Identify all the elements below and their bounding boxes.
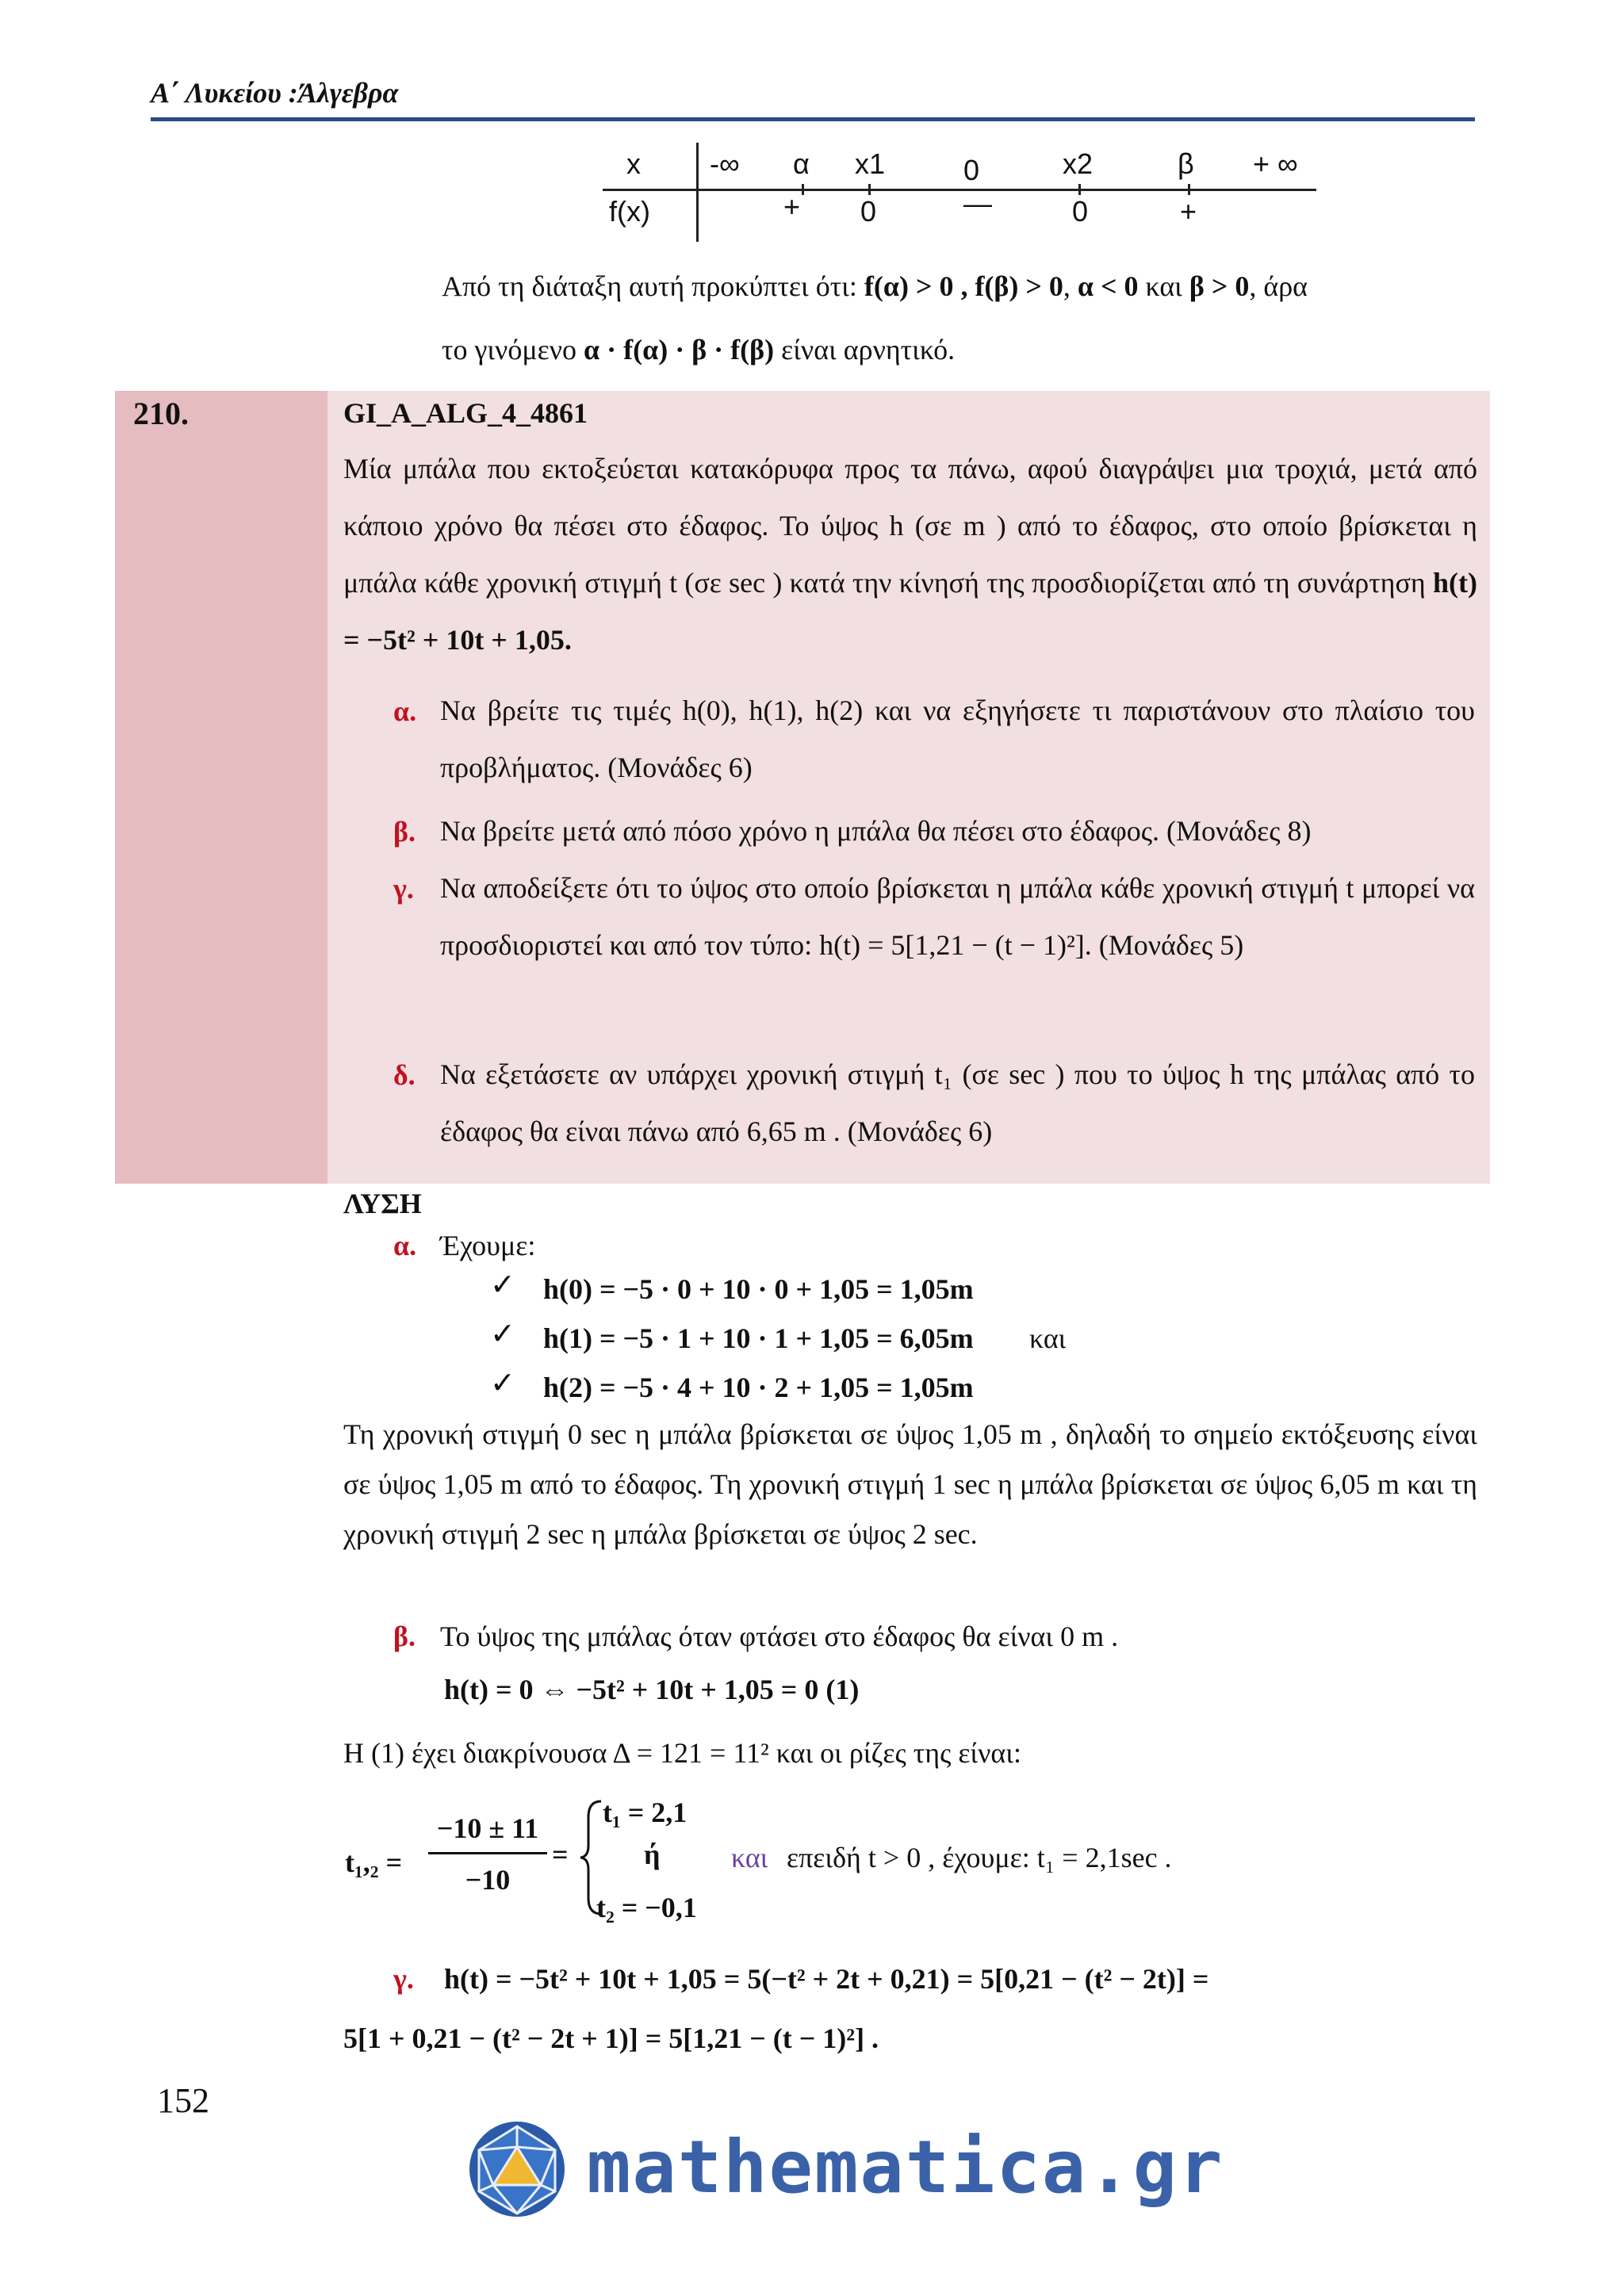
sol-b-or: ή (644, 1839, 661, 1870)
st-beta: β (1178, 147, 1194, 180)
st-plus2: + (1180, 195, 1197, 228)
sol-a-intro: Έχουμε: (440, 1230, 536, 1261)
st-plus1: + (783, 190, 801, 223)
pre-math-2b: α · f(α) · β · f(β) (584, 334, 775, 365)
pre-text-2c: είναι αρνητικό. (781, 334, 956, 365)
sol-b-roots-lhs: t₁,₂ = (345, 1846, 403, 1878)
page-number: 152 (157, 2081, 209, 2120)
problem-code: GI_A_ALG_4_4861 (343, 397, 588, 429)
sol-a-eq3: h(2) = −5 · 4 + 10 · 2 + 1,05 = 1,05m (543, 1372, 974, 1403)
st-pinf: + ∞ (1253, 147, 1298, 180)
tick-alpha (802, 184, 804, 195)
sol-a-label: α. (393, 1230, 417, 1261)
pre-text-f: , άρα (1249, 270, 1308, 302)
solution-title: ΛΥΣΗ (343, 1188, 422, 1219)
sol-g-eq2: 5[1 + 0,21 − (t² − 2t + 1)] = 5[1,21 − (t − 1)²] . (343, 2022, 879, 2054)
sol-b-kai: και (731, 1842, 768, 1873)
st-alpha: α (793, 147, 810, 180)
pre-text-2a: το γινόμενο (442, 334, 577, 365)
page-header-title: Α΄ Λυκείου :Άλγεβρα (151, 77, 399, 109)
st-minf: -∞ (710, 147, 740, 180)
problem-function: h(t) = −5t² + 10t + 1,05. (343, 567, 1477, 656)
sol-b-eqsign: = (552, 1839, 569, 1870)
header-rule (151, 117, 1475, 121)
sign-table (603, 143, 1316, 254)
sol-b-label: β. (393, 1621, 416, 1652)
sol-b-root2: t₂ = −0,1 (596, 1892, 697, 1923)
tick-beta (1188, 184, 1190, 195)
sol-b-eq: h(t) = 0 ⇔ −5t² + 10t + 1,05 = 0 (1) (444, 1674, 860, 1705)
tick-x1 (868, 184, 871, 195)
sol-b-root1: t₁ = 2,1 (603, 1797, 688, 1828)
sign-table-row-x (603, 143, 1316, 190)
check-icon: ✓ (490, 1367, 515, 1400)
check-icon: ✓ (490, 1269, 515, 1302)
item-a-text: Να βρείτε τις τιμές h(0), h(1), h(2) και να εξηγήσετε τι παριστάνουν στο πλαίσιο του προβλήματος. (Μονάδες 6) (440, 695, 1475, 783)
logo-text[interactable]: mathematica.gr (587, 2125, 1224, 2210)
icosahedron-logo-icon (466, 2118, 568, 2220)
pre-text-d: και (1145, 270, 1182, 302)
sol-b-intro: Το ύψος της μπάλας όταν φτάσει στο έδαφος θα είναι 0 m . (440, 1621, 1119, 1652)
pre-math-e: β > 0 (1189, 270, 1250, 302)
st-zero2: 0 (1072, 195, 1089, 228)
pre-text-a: Από τη διάταξη αυτή προκύπτει ότι: (442, 270, 857, 302)
pre-math-b: f(α) > 0 , f(β) > 0 (864, 270, 1063, 302)
sign-table-hline (603, 189, 1316, 191)
item-b-label: β. (393, 816, 416, 848)
sol-a-text: Τη χρονική στιγμή 0 sec η μπάλα βρίσκεται σε ύψος 1,05 m , δηλαδή το σημείο εκτόξευσης είναι σε ύψος 1,05 m από το έδαφος. Τη χρονική στιγμή 1 sec η μπάλα βρίσκεται σε ύψος 6,05 m και τη χρονική στιγμή 2 sec η μπάλα βρίσκεται σε ύψος 2 sec. (343, 1418, 1478, 1550)
item-d-text: Να εξετάσετε αν υπάρχει χρονική στιγμή t₁ (σε sec ) που το ύψος h της μπάλας από το έδαφος θα είναι πάνω από 6,65 m . (Μονάδες 6) (440, 1058, 1475, 1147)
sol-b-denominator: −10 (465, 1864, 511, 1896)
sol-a-eq2: h(1) = −5 · 1 + 10 · 1 + 1,05 = 6,05m (543, 1322, 974, 1354)
item-g-label: γ. (393, 873, 414, 905)
pre-math-c: α < 0 (1077, 270, 1139, 302)
pre-line-2 (442, 321, 955, 378)
st-fx: f(x) (609, 195, 650, 228)
check-icon: ✓ (490, 1318, 515, 1351)
item-g-text: Να αποδείξετε ότι το ύψος στο οποίο βρίσκεται η μπάλα κάθε χρονική στιγμή t μπορεί να προσδιοριστεί και από τον τύπο: h(t) = 5[1,21 − (t − 1)²]. (Μονάδες 5) (440, 872, 1475, 961)
st-x: x (626, 147, 641, 180)
st-x1: x1 (855, 147, 886, 180)
sol-a-eq1: h(0) = −5 · 0 + 10 · 0 + 1,05 = 1,05m (543, 1273, 974, 1305)
problem-intro-text: Μία μπάλα που εκτοξεύεται κατακόρυφα προς τα πάνω, αφού διαγράψει μια τροχιά, μετά από κάποιο χρόνο θα πέσει στο έδαφος. Το ύψος h (σε m ) από το έδαφος, στο οποίο βρίσκεται η μπάλα κάθε χρονική στιγμή t (σε sec ) κατά την κίνησή της προσδιορίζεται από τη συνάρτηση (343, 453, 1477, 599)
sol-a-eq2-tail: και (1029, 1322, 1067, 1354)
st-minus: — (963, 187, 992, 220)
sol-b-tail: επειδή t > 0 , έχουμε: t₁ = 2,1sec . (787, 1842, 1172, 1873)
sol-g-label: γ. (393, 1963, 414, 1995)
fraction-bar (428, 1852, 547, 1854)
sol-b-numerator: −10 ± 11 (436, 1812, 539, 1844)
pre-line-1: Από τη διάταξη αυτή προκύπτει ότι: f(α) > 0 , f(β) > 0, α < 0 και β > 0, άρα (442, 270, 1308, 302)
sol-b-disc: Η (1) έχει διακρίνουσα Δ = 121 = 11² και οι ρίζες της είναι: (343, 1737, 1021, 1769)
st-zero: 0 (963, 154, 980, 186)
item-a-label: α. (393, 695, 417, 727)
problem-number: 210. (133, 396, 189, 431)
sol-g-eq1: h(t) = −5t² + 10t + 1,05 = 5(−t² + 2t + 0,21) = 5[0,21 − (t² − 2t)] = (444, 1963, 1209, 1995)
item-d-label: δ. (393, 1059, 416, 1091)
st-zero1: 0 (860, 195, 877, 228)
tick-x2 (1078, 184, 1081, 195)
problem-intro (343, 440, 1477, 668)
item-b-text: Να βρείτε μετά από πόσο χρόνο η μπάλα θα πέσει στο έδαφος. (Μονάδες 8) (440, 815, 1312, 847)
problem-number-box (115, 391, 327, 1184)
st-x2: x2 (1063, 147, 1094, 180)
sign-table-row-fx (603, 187, 1316, 243)
